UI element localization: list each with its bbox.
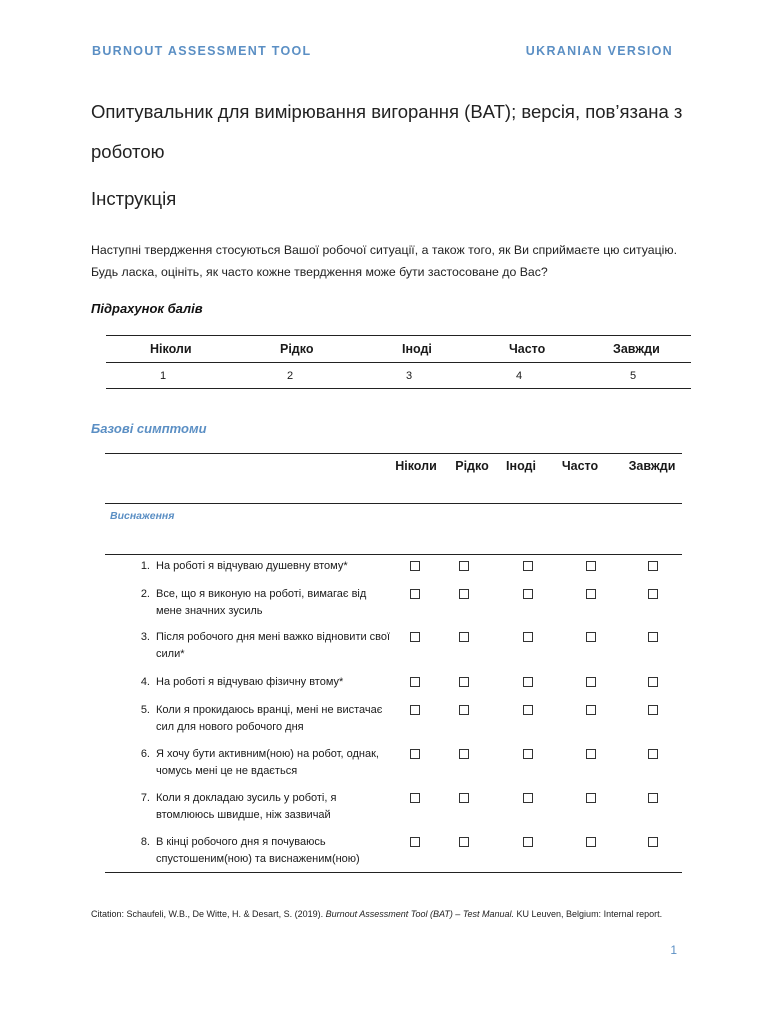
answer-checkbox-Рідко[interactable]	[459, 589, 469, 599]
answer-checkbox-Завжди[interactable]	[648, 632, 658, 642]
answer-checkbox-Рідко[interactable]	[459, 793, 469, 803]
scoring-scale-table	[106, 335, 691, 389]
scale-value: 2	[225, 363, 343, 389]
page-number: 1	[670, 943, 677, 957]
question-number: 4.	[140, 676, 150, 688]
question-text: В кінці робочого дня я почуваюсь спустошеним(ною) та виснаженим(ною)	[156, 836, 360, 865]
column-header: Завжди	[628, 459, 676, 473]
answer-checkbox-Часто[interactable]	[586, 677, 596, 687]
questionnaire-table	[105, 453, 682, 865]
answer-checkbox-Ніколи[interactable]	[410, 793, 420, 803]
question-number: 3.	[140, 631, 150, 643]
document-title: Опитувальник для вимірювання вигорання (BAT); версія, пов’язана з роботою	[91, 101, 683, 162]
instruction-heading: Інструкція	[91, 188, 177, 209]
answer-checkbox-Часто[interactable]	[586, 749, 596, 759]
answer-checkbox-Завжди[interactable]	[648, 705, 658, 715]
answer-checkbox-Завжди[interactable]	[648, 793, 658, 803]
scale-label: Завжди	[581, 336, 691, 363]
section-title: Базові симптоми	[91, 421, 207, 436]
scale-value: 3	[343, 363, 462, 389]
scale-value: 1	[106, 363, 225, 389]
question-number: 6.	[140, 748, 150, 760]
answer-checkbox-Завжди[interactable]	[648, 837, 658, 847]
answer-checkbox-Іноді[interactable]	[523, 837, 533, 847]
answer-checkbox-Рідко[interactable]	[459, 677, 469, 687]
answer-checkbox-Завжди[interactable]	[648, 677, 658, 687]
question-number: 7.	[140, 792, 150, 804]
question-number: 8.	[140, 836, 150, 848]
question-text: Я хочу бути активним(ною) на робот, однак, чомусь мені це не вдається	[156, 748, 379, 777]
answer-checkbox-Ніколи[interactable]	[410, 837, 420, 847]
question-text: Все, що я виконую на роботі, вимагає від мене значних зусиль	[156, 588, 367, 617]
scale-label: Іноді	[343, 336, 462, 363]
scale-value: 5	[581, 363, 691, 389]
answer-checkbox-Іноді[interactable]	[523, 793, 533, 803]
answer-checkbox-Рідко[interactable]	[459, 749, 469, 759]
answer-checkbox-Ніколи[interactable]	[410, 632, 420, 642]
answer-checkbox-Іноді[interactable]	[523, 632, 533, 642]
answer-checkbox-Ніколи[interactable]	[410, 677, 420, 687]
question-text: На роботі я відчуваю душевну втому*	[156, 560, 348, 572]
answer-checkbox-Іноді[interactable]	[523, 705, 533, 715]
running-header-left: BURNOUT ASSESSMENT TOOL	[92, 44, 312, 58]
answer-checkbox-Рідко[interactable]	[459, 561, 469, 571]
intro-paragraph: Наступні твердження стосуються Вашої робочої ситуації, а також того, як Ви сприймаєте цю ситуацію. Будь ласка, оцініть, як часто кожне твердження може бути застосоване до Вас?	[91, 243, 677, 279]
answer-checkbox-Іноді[interactable]	[523, 749, 533, 759]
citation: Citation: Schaufeli, W.B., De Witte, H. & Desart, S. (2019). Burnout Assessment Tool (BAT) – Test Manual. KU Leuven, Belgium: Internal report.	[91, 909, 663, 919]
scale-label: Ніколи	[106, 336, 225, 363]
question-text: На роботі я відчуваю фізичну втому*	[156, 676, 344, 688]
subsection-row	[105, 504, 682, 555]
running-header-right: UKRANIAN VERSION	[525, 44, 673, 58]
question-number: 2.	[140, 588, 150, 600]
answer-checkbox-Завжди[interactable]	[648, 561, 658, 571]
question-number: 1.	[140, 560, 150, 572]
scale-label: Рідко	[225, 336, 343, 363]
answer-checkbox-Ніколи[interactable]	[410, 749, 420, 759]
answer-checkbox-Рідко[interactable]	[459, 705, 469, 715]
answer-checkbox-Часто[interactable]	[586, 705, 596, 715]
answer-checkbox-Рідко[interactable]	[459, 632, 469, 642]
question-text: Після робочого дня мені важко відновити свої сили*	[156, 631, 391, 660]
answer-checkbox-Часто[interactable]	[586, 837, 596, 847]
answer-checkbox-Іноді[interactable]	[523, 589, 533, 599]
subsection-title: Виснаження	[110, 510, 175, 522]
answer-checkbox-Завжди[interactable]	[648, 749, 658, 759]
questionnaire-header	[105, 453, 682, 504]
answer-checkbox-Ніколи[interactable]	[410, 589, 420, 599]
column-header: Рідко	[455, 459, 489, 473]
answer-checkbox-Часто[interactable]	[586, 589, 596, 599]
question-number: 5.	[140, 704, 150, 716]
answer-checkbox-Завжди[interactable]	[648, 589, 658, 599]
scale-label: Часто	[462, 336, 581, 363]
answer-checkbox-Іноді[interactable]	[523, 561, 533, 571]
answer-checkbox-Часто[interactable]	[586, 793, 596, 803]
column-header: Ніколи	[395, 459, 437, 473]
answer-checkbox-Рідко[interactable]	[459, 837, 469, 847]
scale-value: 4	[462, 363, 581, 389]
answer-checkbox-Іноді[interactable]	[523, 677, 533, 687]
question-text: Коли я докладаю зусиль у роботі, я втомлююсь швидше, ніж зазвичай	[156, 792, 337, 821]
question-text: Коли я прокидаюсь вранці, мені не вистачає сил для нового робочого дня	[156, 704, 383, 733]
table-bottom-rule	[105, 872, 682, 873]
answer-checkbox-Ніколи[interactable]	[410, 705, 420, 715]
scoring-title: Підрахунок балів	[91, 301, 203, 316]
answer-checkbox-Часто[interactable]	[586, 561, 596, 571]
answer-checkbox-Ніколи[interactable]	[410, 561, 420, 571]
column-header: Часто	[561, 459, 599, 473]
column-header: Іноді	[506, 459, 536, 473]
answer-checkbox-Часто[interactable]	[586, 632, 596, 642]
